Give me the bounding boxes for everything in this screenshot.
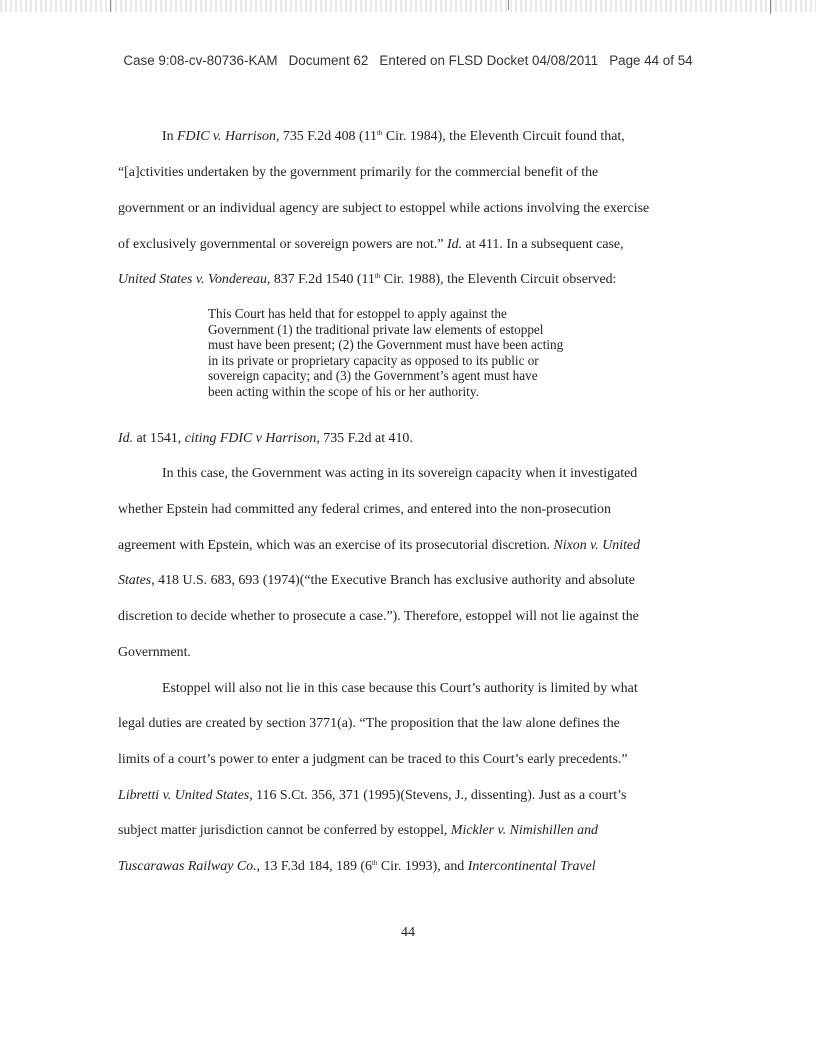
- paragraph-3-line: subject matter jurisdiction cannot be conferred by estoppel, Mickler v. Nimishillen and: [118, 823, 598, 838]
- paragraph-1-line: United States v. Vondereau, 837 F.2d 1540 (11th Cir. 1988), the Eleventh Circuit observed:: [118, 272, 617, 287]
- paragraph-2-line: discretion to decide whether to prosecute a case.”). Therefore, estoppel will not lie against the: [118, 609, 639, 624]
- block-quote: [208, 306, 628, 399]
- paragraph-3-line: Tuscarawas Railway Co., 13 F.3d 184, 189 (6th Cir. 1993), and Intercontinental Travel: [118, 859, 596, 874]
- paragraph-2-line: whether Epstein had committed any federal crimes, and entered into the non-prosecution: [118, 502, 611, 517]
- scan-mark: [110, 0, 111, 12]
- paragraph-3-line: Estoppel will also not lie in this case because this Court’s authority is limited by what: [162, 681, 638, 696]
- paragraph-1-line: “[a]ctivities undertaken by the government primarily for the commercial benefit of the: [118, 165, 599, 180]
- quote-line: in its private or proprietary capacity as opposed to its public or: [208, 352, 539, 368]
- quote-line: Government (1) the traditional private law elements of estoppel: [208, 321, 544, 337]
- case-citation: United States v. Vondereau: [118, 272, 267, 287]
- paragraph-1-line: of exclusively governmental or sovereign powers are not.” Id. at 411. In a subsequent case,: [118, 237, 624, 252]
- scan-mark: [770, 0, 771, 14]
- quote-line: must have been present; (2) the Government must have been acting: [208, 337, 564, 352]
- paragraph-1-line: government or an individual agency are subject to estoppel while actions involving the exercise: [118, 201, 650, 216]
- docket-header: Case 9:08-cv-80736-KAM Document 62 Entered on FLSD Docket 04/08/2011 Page 44 of 54: [123, 53, 693, 68]
- page-number: 44: [401, 925, 415, 940]
- paragraph-2-line: In this case, the Government was acting in its sovereign capacity when it investigated: [162, 466, 638, 481]
- scan-edge: [0, 0, 816, 12]
- quote-line: sovereign capacity; and (3) the Government’s agent must have: [208, 368, 538, 383]
- paragraph-2-line: agreement with Epstein, which was an exercise of its prosecutorial discretion. Nixon v. United: [118, 538, 641, 553]
- paragraph-3-line: legal duties are created by section 3771(a). “The proposition that the law alone defines the: [118, 716, 620, 731]
- scan-mark: [508, 0, 509, 10]
- paragraph-2-line: States, 418 U.S. 683, 693 (1974)(“the Executive Branch has exclusive authority and absolute: [118, 573, 635, 588]
- paragraph-3-line: Libretti v. United States, 116 S.Ct. 356, 371 (1995)(Stevens, J., dissenting). Just as a court’s: [118, 788, 627, 803]
- quote-line: This Court has held that for estoppel to apply against the: [208, 306, 507, 321]
- paragraph-3-line: limits of a court’s power to enter a judgment can be traced to this Court’s early precedents.”: [118, 752, 628, 767]
- citation-line: Id. at 1541, citing FDIC v Harrison, 735 F.2d at 410.: [118, 431, 413, 446]
- paragraph-2-line: Government.: [118, 645, 191, 660]
- paragraph-1-line: In FDIC v. Harrison, 735 F.2d 408 (11th Cir. 1984), the Eleventh Circuit found that,: [162, 129, 625, 144]
- quote-line: been acting within the scope of his or her authority.: [208, 383, 479, 399]
- case-citation: FDIC v. Harrison: [177, 129, 276, 144]
